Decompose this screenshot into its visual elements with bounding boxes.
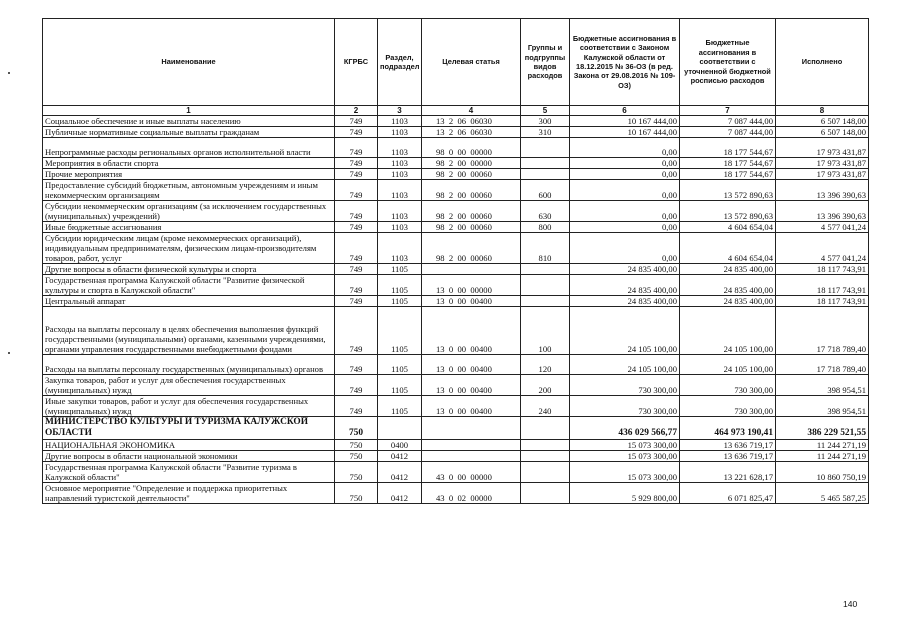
row-executed-cell: 17 973 431,87	[776, 138, 869, 158]
row-target-article-cell: 98 2 00 00060	[422, 222, 521, 233]
row-kgrbs-cell: 749	[335, 222, 378, 233]
row-kgrbs-cell: 749	[335, 116, 378, 127]
table-row	[43, 375, 869, 396]
row-roster-allocation-cell: 24 105 100,00	[680, 355, 776, 375]
row-name-cell: Иные бюджетные ассигнования	[43, 222, 335, 233]
row-target-article-cell: 98 2 00 00060	[422, 201, 521, 222]
row-expense-group-cell: 810	[521, 233, 570, 264]
row-law-allocation-cell: 24 835 400,00	[570, 296, 680, 307]
row-kgrbs-cell: 749	[335, 127, 378, 138]
row-kgrbs-cell: 749	[335, 169, 378, 180]
row-executed-cell: 13 396 390,63	[776, 180, 869, 201]
row-name-cell: Непрограммные расходы региональных органов исполнительной власти	[43, 138, 335, 158]
row-section-cell: 1105	[378, 375, 422, 396]
row-target-article-cell	[422, 417, 521, 440]
header-target-article: Целевая статья	[422, 19, 521, 106]
table-row	[43, 158, 869, 169]
row-name-cell: Закупка товаров, работ и услуг для обеспечения государственных (муниципальных) нужд	[43, 375, 335, 396]
row-name-cell: Субсидии некоммерческим организациям (за исключением государственных (муниципальных) учреждений)	[43, 201, 335, 222]
row-roster-allocation-cell: 7 087 444,00	[680, 116, 776, 127]
row-section-cell: 1103	[378, 222, 422, 233]
row-expense-group-cell: 630	[521, 201, 570, 222]
row-law-allocation-cell: 436 029 566,77	[570, 417, 680, 440]
row-law-allocation-cell: 10 167 444,00	[570, 127, 680, 138]
row-kgrbs-cell: 749	[335, 296, 378, 307]
row-name-cell: Государственная программа Калужской области "Развитие туризма в Калужской области"	[43, 462, 335, 483]
column-number: 3	[378, 106, 422, 116]
row-expense-group-cell: 200	[521, 375, 570, 396]
row-expense-group-cell: 120	[521, 355, 570, 375]
row-expense-group-cell: 600	[521, 180, 570, 201]
header-section: Раздел, подраздел	[378, 19, 422, 106]
row-law-allocation-cell: 24 105 100,00	[570, 307, 680, 355]
row-target-article-cell: 98 0 00 00000	[422, 138, 521, 158]
row-expense-group-cell	[521, 169, 570, 180]
table-row	[43, 201, 869, 222]
row-name-cell: Расходы на выплаты персоналу государственных (муниципальных) органов	[43, 355, 335, 375]
row-expense-group-cell	[521, 296, 570, 307]
row-name-cell: Прочие мероприятия	[43, 169, 335, 180]
row-name-cell: Центральный аппарат	[43, 296, 335, 307]
row-executed-cell: 17 718 789,40	[776, 355, 869, 375]
row-kgrbs-cell: 749	[335, 138, 378, 158]
row-kgrbs-cell: 750	[335, 451, 378, 462]
row-section-cell: 0412	[378, 483, 422, 504]
row-roster-allocation-cell: 730 300,00	[680, 396, 776, 417]
row-executed-cell: 386 229 521,55	[776, 417, 869, 440]
row-section-cell: 1103	[378, 138, 422, 158]
row-section-cell: 1103	[378, 127, 422, 138]
row-kgrbs-cell: 749	[335, 264, 378, 275]
row-target-article-cell: 98 2 00 00060	[422, 169, 521, 180]
row-executed-cell: 6 507 148,00	[776, 116, 869, 127]
column-number: 7	[680, 106, 776, 116]
row-executed-cell: 10 860 750,19	[776, 462, 869, 483]
table-row	[43, 451, 869, 462]
row-roster-allocation-cell: 13 572 890,63	[680, 180, 776, 201]
row-name-cell: Иные закупки товаров, работ и услуг для обеспечения государственных (муниципальных) нужд	[43, 396, 335, 417]
row-section-cell: 1103	[378, 233, 422, 264]
row-section-cell: 1105	[378, 275, 422, 296]
row-name-cell: Другие вопросы в области физической культуры и спорта	[43, 264, 335, 275]
row-executed-cell: 17 973 431,87	[776, 158, 869, 169]
row-expense-group-cell: 310	[521, 127, 570, 138]
page-number: 140	[843, 599, 858, 609]
row-roster-allocation-cell: 464 973 190,41	[680, 417, 776, 440]
row-section-cell: 0400	[378, 440, 422, 451]
row-kgrbs-cell: 750	[335, 417, 378, 440]
row-law-allocation-cell: 730 300,00	[570, 396, 680, 417]
row-executed-cell: 398 954,51	[776, 396, 869, 417]
row-law-allocation-cell: 0,00	[570, 233, 680, 264]
row-kgrbs-cell: 749	[335, 158, 378, 169]
row-kgrbs-cell: 750	[335, 483, 378, 504]
row-name-cell: Предоставление субсидий бюджетным, автономным учреждениям и иным некоммерческим организациям	[43, 180, 335, 201]
row-law-allocation-cell: 0,00	[570, 180, 680, 201]
row-executed-cell: 18 117 743,91	[776, 296, 869, 307]
row-kgrbs-cell: 750	[335, 440, 378, 451]
row-law-allocation-cell: 0,00	[570, 201, 680, 222]
row-roster-allocation-cell: 7 087 444,00	[680, 127, 776, 138]
table-row	[43, 233, 869, 264]
row-roster-allocation-cell: 4 604 654,04	[680, 222, 776, 233]
row-section-cell: 1103	[378, 116, 422, 127]
row-expense-group-cell: 240	[521, 396, 570, 417]
row-executed-cell: 11 244 271,19	[776, 451, 869, 462]
row-executed-cell: 4 577 041,24	[776, 222, 869, 233]
row-target-article-cell: 13 0 00 00400	[422, 375, 521, 396]
row-expense-group-cell: 100	[521, 307, 570, 355]
row-expense-group-cell	[521, 462, 570, 483]
margin-mark	[8, 72, 10, 74]
row-name-cell: Государственная программа Калужской области "Развитие физической культуры и спорта в Калужской области"	[43, 275, 335, 296]
row-target-article-cell: 98 2 00 00060	[422, 180, 521, 201]
row-roster-allocation-cell: 18 177 544,67	[680, 158, 776, 169]
column-number: 6	[570, 106, 680, 116]
row-law-allocation-cell: 24 105 100,00	[570, 355, 680, 375]
row-law-allocation-cell: 15 073 300,00	[570, 451, 680, 462]
row-target-article-cell: 43 0 00 00000	[422, 462, 521, 483]
row-roster-allocation-cell: 13 572 890,63	[680, 201, 776, 222]
table-row	[43, 116, 869, 127]
row-executed-cell: 398 954,51	[776, 375, 869, 396]
header-roster-allocations: Бюджетные ассигнования в соответствии с уточненной бюджетной росписью расходов	[680, 19, 776, 106]
row-expense-group-cell	[521, 275, 570, 296]
row-name-cell: МИНИСТЕРСТВО КУЛЬТУРЫ И ТУРИЗМА КАЛУЖСКОЙ ОБЛАСТИ	[43, 417, 335, 440]
row-roster-allocation-cell: 13 636 719,17	[680, 440, 776, 451]
row-law-allocation-cell: 0,00	[570, 169, 680, 180]
row-roster-allocation-cell: 24 835 400,00	[680, 275, 776, 296]
table-row	[43, 462, 869, 483]
row-section-cell: 1103	[378, 201, 422, 222]
row-executed-cell: 17 718 789,40	[776, 307, 869, 355]
row-section-cell: 1103	[378, 169, 422, 180]
row-law-allocation-cell: 24 835 400,00	[570, 275, 680, 296]
row-target-article-cell: 43 0 02 00000	[422, 483, 521, 504]
row-executed-cell: 4 577 041,24	[776, 233, 869, 264]
row-target-article-cell: 13 0 00 00400	[422, 396, 521, 417]
table-row	[43, 180, 869, 201]
row-target-article-cell: 13 0 00 00400	[422, 355, 521, 375]
table-body	[43, 116, 869, 504]
row-section-cell: 1103	[378, 180, 422, 201]
row-section-cell: 1105	[378, 296, 422, 307]
header-kgrbs: КГРБС	[335, 19, 378, 106]
row-section-cell: 1105	[378, 396, 422, 417]
row-name-cell: Мероприятия в области спорта	[43, 158, 335, 169]
row-roster-allocation-cell: 24 835 400,00	[680, 264, 776, 275]
table-row	[43, 222, 869, 233]
budget-table-sheet	[42, 18, 868, 504]
row-law-allocation-cell: 10 167 444,00	[570, 116, 680, 127]
table-row	[43, 275, 869, 296]
row-kgrbs-cell: 749	[335, 233, 378, 264]
row-target-article-cell	[422, 264, 521, 275]
row-law-allocation-cell: 5 929 800,00	[570, 483, 680, 504]
column-number: 5	[521, 106, 570, 116]
row-name-cell: Публичные нормативные социальные выплаты гражданам	[43, 127, 335, 138]
table-row	[43, 417, 869, 440]
row-roster-allocation-cell: 18 177 544,67	[680, 169, 776, 180]
row-executed-cell: 5 465 587,25	[776, 483, 869, 504]
table-row	[43, 355, 869, 375]
row-executed-cell: 13 396 390,63	[776, 201, 869, 222]
column-number: 4	[422, 106, 521, 116]
row-name-cell: Социальное обеспечение и иные выплаты населению	[43, 116, 335, 127]
row-target-article-cell	[422, 440, 521, 451]
header-executed: Исполнено	[776, 19, 869, 106]
row-roster-allocation-cell: 4 604 654,04	[680, 233, 776, 264]
row-expense-group-cell	[521, 483, 570, 504]
table-row	[43, 396, 869, 417]
row-target-article-cell: 98 2 00 00000	[422, 158, 521, 169]
row-roster-allocation-cell: 13 636 719,17	[680, 451, 776, 462]
column-number-row	[43, 106, 869, 116]
row-target-article-cell: 98 2 00 00060	[422, 233, 521, 264]
row-section-cell: 0412	[378, 451, 422, 462]
row-roster-allocation-cell: 13 221 628,17	[680, 462, 776, 483]
row-target-article-cell: 13 2 06 06030	[422, 127, 521, 138]
margin-mark	[8, 352, 10, 354]
header-expense-group: Группы и подгруппы видов расходов	[521, 19, 570, 106]
row-roster-allocation-cell: 730 300,00	[680, 375, 776, 396]
table-row	[43, 440, 869, 451]
row-kgrbs-cell: 749	[335, 201, 378, 222]
column-number: 1	[43, 106, 335, 116]
row-kgrbs-cell: 749	[335, 355, 378, 375]
table-row	[43, 169, 869, 180]
row-kgrbs-cell: 749	[335, 375, 378, 396]
row-target-article-cell: 13 0 00 00000	[422, 275, 521, 296]
table-row	[43, 296, 869, 307]
row-expense-group-cell	[521, 451, 570, 462]
table-row	[43, 127, 869, 138]
row-name-cell: НАЦИОНАЛЬНАЯ ЭКОНОМИКА	[43, 440, 335, 451]
row-target-article-cell: 13 0 00 00400	[422, 296, 521, 307]
row-kgrbs-cell: 750	[335, 462, 378, 483]
row-expense-group-cell: 300	[521, 116, 570, 127]
row-executed-cell: 17 973 431,87	[776, 169, 869, 180]
row-executed-cell: 6 507 148,00	[776, 127, 869, 138]
header-name: Наименование	[43, 19, 335, 106]
row-roster-allocation-cell: 24 105 100,00	[680, 307, 776, 355]
column-number: 2	[335, 106, 378, 116]
row-kgrbs-cell: 749	[335, 396, 378, 417]
header-law-allocations: Бюджетные ассигнования в соответствии с Законом Калужской области от 18.12.2015 № 36-ОЗ (в ред. Закона от 29.08.2016 № 109-ОЗ)	[570, 19, 680, 106]
row-target-article-cell	[422, 451, 521, 462]
row-section-cell: 1105	[378, 264, 422, 275]
row-kgrbs-cell: 749	[335, 180, 378, 201]
row-roster-allocation-cell: 18 177 544,67	[680, 138, 776, 158]
row-roster-allocation-cell: 24 835 400,00	[680, 296, 776, 307]
row-roster-allocation-cell: 6 071 825,47	[680, 483, 776, 504]
row-kgrbs-cell: 749	[335, 307, 378, 355]
row-section-cell: 0412	[378, 462, 422, 483]
row-executed-cell: 18 117 743,91	[776, 264, 869, 275]
table-row	[43, 307, 869, 355]
table-row	[43, 483, 869, 504]
row-expense-group-cell	[521, 138, 570, 158]
row-law-allocation-cell: 0,00	[570, 222, 680, 233]
row-expense-group-cell	[521, 440, 570, 451]
row-target-article-cell: 13 2 06 06030	[422, 116, 521, 127]
row-executed-cell: 18 117 743,91	[776, 275, 869, 296]
table-row	[43, 138, 869, 158]
row-name-cell: Субсидии юридическим лицам (кроме некоммерческих организаций), индивидуальным предпринимателям, физическим лицам-производителям товаров, работ, услуг	[43, 233, 335, 264]
row-executed-cell: 11 244 271,19	[776, 440, 869, 451]
row-expense-group-cell: 800	[521, 222, 570, 233]
row-name-cell: Основное мероприятие "Определение и поддержка приоритетных направлений туристской деятельности"	[43, 483, 335, 504]
row-law-allocation-cell: 15 073 300,00	[570, 440, 680, 451]
row-section-cell	[378, 417, 422, 440]
row-section-cell: 1103	[378, 158, 422, 169]
row-kgrbs-cell: 749	[335, 275, 378, 296]
row-law-allocation-cell: 24 835 400,00	[570, 264, 680, 275]
table-row	[43, 264, 869, 275]
row-law-allocation-cell: 0,00	[570, 138, 680, 158]
row-expense-group-cell	[521, 417, 570, 440]
row-name-cell: Другие вопросы в области национальной экономики	[43, 451, 335, 462]
row-target-article-cell: 13 0 00 00400	[422, 307, 521, 355]
budget-execution-table	[42, 18, 869, 504]
row-expense-group-cell	[521, 264, 570, 275]
row-expense-group-cell	[521, 158, 570, 169]
row-section-cell: 1105	[378, 307, 422, 355]
row-law-allocation-cell: 15 073 300,00	[570, 462, 680, 483]
row-name-cell: Расходы на выплаты персоналу в целях обеспечения выполнения функций государственными (муниципальными) органами, казенными учреждениями, органами управления государственными внебюджетными фондами	[43, 307, 335, 355]
row-section-cell: 1105	[378, 355, 422, 375]
row-law-allocation-cell: 730 300,00	[570, 375, 680, 396]
column-number: 8	[776, 106, 869, 116]
header-row	[43, 19, 869, 106]
row-law-allocation-cell: 0,00	[570, 158, 680, 169]
